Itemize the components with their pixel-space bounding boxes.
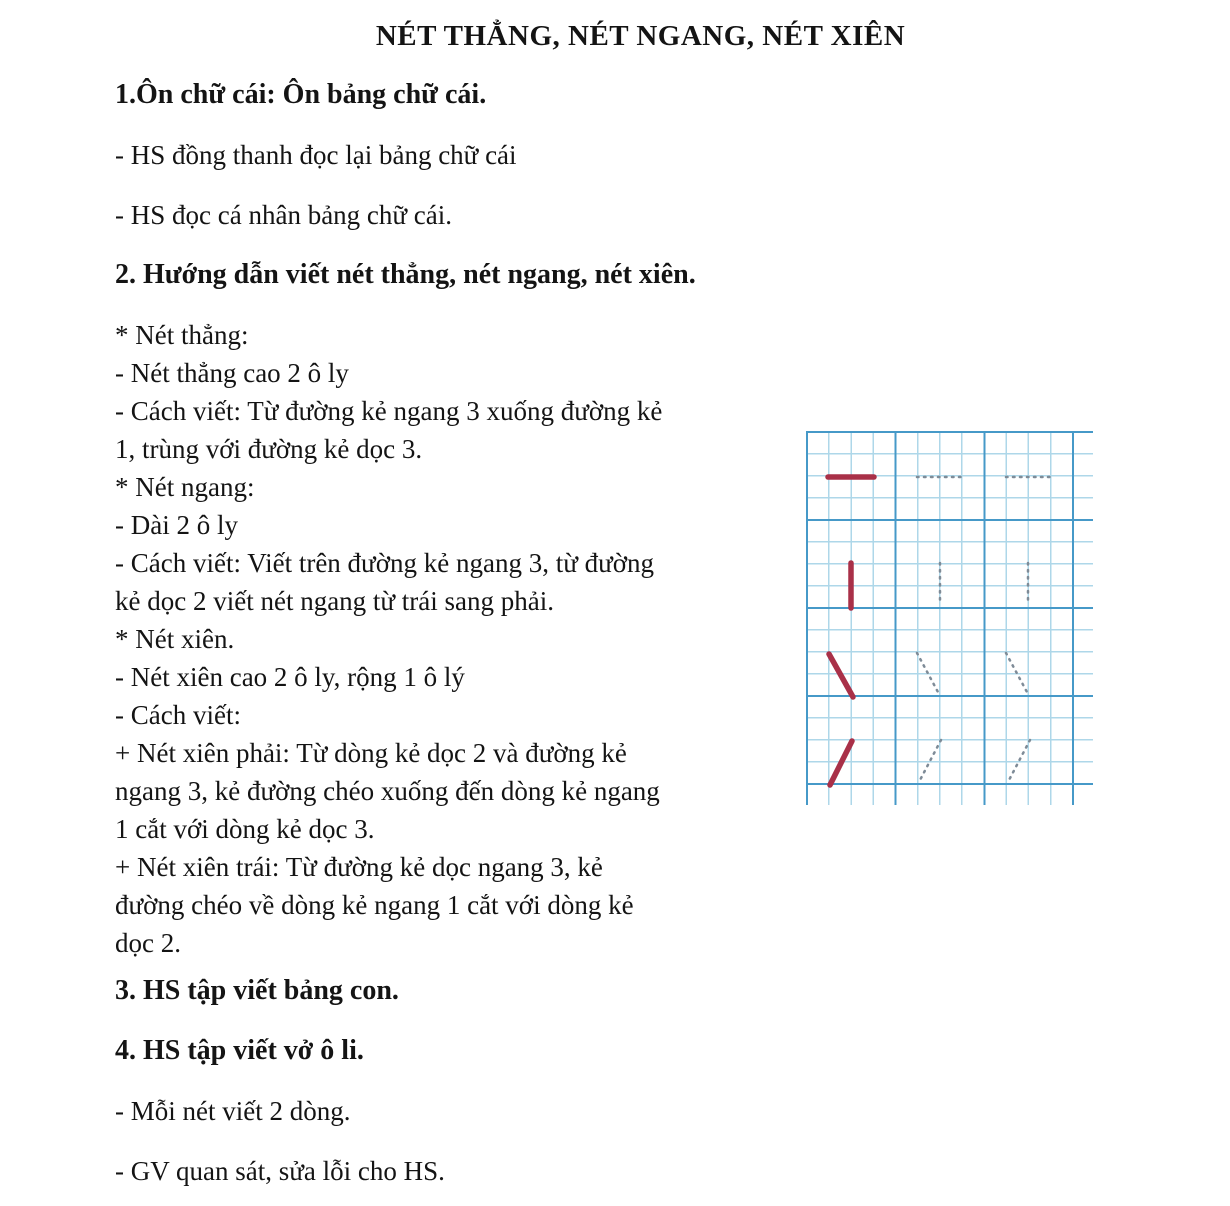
text-line: 4. HS tập viết vở ô li. (115, 1035, 364, 1066)
page-title: NÉT THẲNG, NÉT NGANG, NÉT XIÊN (375, 20, 906, 52)
text-line: * Nét ngang: (115, 472, 255, 502)
text-line: kẻ dọc 2 viết nét ngang từ trái sang phải. (115, 586, 555, 616)
net-xien-trai-solid (830, 741, 852, 785)
text-line: - Mỗi nét viết 2 dòng. (115, 1096, 351, 1126)
text-line: - GV quan sát, sửa lỗi cho HS. (115, 1156, 445, 1186)
text-line: - Cách viết: (115, 700, 241, 730)
net-xien-phai-dotted-1 (917, 653, 939, 694)
text-line: 1 cắt với dòng kẻ dọc 3. (115, 814, 375, 844)
text-line: - Cách viết: Viết trên đường kẻ ngang 3, từ đường (115, 548, 654, 578)
text-line: - Dài 2 ô ly (115, 510, 238, 540)
net-xien-phai-solid (829, 654, 853, 697)
text-line: 1, trùng với đường kẻ dọc 3. (115, 434, 423, 464)
text-line: * Nét xiên. (115, 624, 235, 654)
text-line: - HS đọc cá nhân bảng chữ cái. (115, 200, 453, 230)
net-xien-trai-dotted-1 (919, 740, 941, 782)
text-line: * Nét thẳng: (115, 320, 249, 350)
text-line: - Cách viết: Từ đường kẻ ngang 3 xuống đường kẻ (115, 396, 663, 426)
text-line: + Nét xiên phải: Từ dòng kẻ dọc 2 và đường kẻ (115, 738, 627, 768)
text-line: đường chéo về dòng kẻ ngang 1 cắt với dòng kẻ (115, 890, 634, 920)
text-line: - Nét thẳng cao 2 ô ly (115, 358, 349, 388)
text-line: 2. Hướng dẫn viết nét thẳng, nét ngang, nét xiên. (115, 259, 696, 290)
practice-grid-figure (806, 431, 1093, 805)
text-line: + Nét xiên trái: Từ đường kẻ dọc ngang 3, kẻ (115, 852, 603, 882)
text-line: 3. HS tập viết bảng con. (115, 975, 399, 1006)
text-line: ngang 3, kẻ đường chéo xuống đến dòng kẻ ngang (115, 776, 660, 806)
text-line: dọc 2. (115, 928, 181, 958)
net-xien-phai-dotted-2 (1006, 653, 1028, 694)
text-line: 1.Ôn chữ cái: Ôn bảng chữ cái. (115, 79, 487, 110)
text-line: - Nét xiên cao 2 ô ly, rộng 1 ô lý (115, 662, 465, 692)
text-line: - HS đồng thanh đọc lại bảng chữ cái (115, 140, 517, 170)
grid-strokes (806, 431, 1093, 805)
net-xien-trai-dotted-2 (1008, 740, 1030, 782)
